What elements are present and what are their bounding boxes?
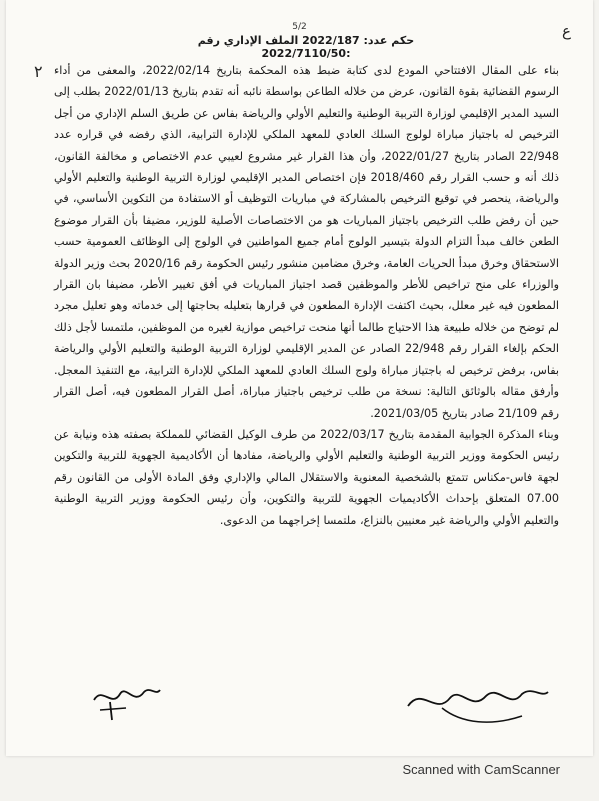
initials-signature (90, 678, 164, 722)
side-handwritten-mark: ۲ (34, 62, 43, 81)
scanner-watermark: Scanned with CamScanner (402, 762, 560, 777)
paragraph-petition: بناء على المقال الافتتاحي المودع لدى كتابة ضبط هذه المحكمة بتاريخ 2022/02/14، والمعفى من أداء الرسوم القضائية بقوة القانون، عرض من خلاله الطاعن بواسطة نائبه أنه تقدم بتاريخ 2022/01/13 بطلب إلى السيد المدير الإقليمي لوزارة التربية الوطنية والتعليم الأولي والرياضة بفاس عن طريق السلم الإداري من أجل الترخيص له باجتياز مباراة لولوج السلك العادي للمعهد الملكي للإدارة الترابية، الذي رفضه في قراره عدد 22/948 الصادر بتاريخ 2022/01/27، وأن هذا القرار غير مشروع لعيبي عدم الاختصاص و مخالفة القانون، ذلك أنه و حسب القرار رقم 2018/460 فإن اختصاص المدير الإقليمي لوزارة التربية الوطنية والتعليم الأولي والرياضة، ينحصر في توقيع الترخيص بالمشاركة في مباريات التوظيف أو الاستفادة من التكوين الأساسي، في حين أن رفض طلب الترخيص باجتياز المباريات هو من الاختصاصات الأصلية للوزير، مضيفا بأن القرار موضوع الطعن خالف مبدأ التزام الدولة بتيسير الولوج أمام جميع المواطنين في الولوج إلى الوظائف العمومية حسب الاستحقاق وخرق مبدأ الحريات العامة، وخرق مضامين منشور رئيس الحكومة رقم 2020/16 بحث وزير الدولة والوزراء على منح تراخيص للأطر والموظفين قصد اجتياز المباريات في أفق تغيير الأطر، مضيفا بان القرار المطعون فيه غير معلل، بحيث اكتفت الإدارة المطعون في قرارها بتعليله بحاجتها إلى خدماته وهو تعليل مجرد لم توضح من خلاله طبيعة هذا الاحتياج طالما أنها منحت تراخيص موازية لغيره من الموظفين، ملتمسا لأجل ذلك الحكم بإلغاء القرار رقم 22/948 الصادر عن المدير الإقليمي لوزارة التربية الوطنية والتعليم الأولي والرياضة بفاس، برفض ترخيص له باجتياز مباراة ولوج السلك العادي للمعهد الملكي للإدارة الترابية، مع التنفيذ المعجل. وأرفق مقاله بالوثائق التالية: نسخة من طلب ترخيص باجتياز مباراة، أصل القرار المطعون فيه، أصل القرار رقم 21/109 صادر بتاريخ 2021/03/05. (54, 64, 560, 420)
paragraph-response-memo: وبناء المذكرة الجوابية المقدمة بتاريخ 2022/03/17 من طرف الوكيل القضائي للمملكة بصفته هذه ونيابة عن رئيس الحكومة ووزير التربية الوطنية والتعليم الأولي والرياضة، مفادها أن الأكاديمية الجهوية للتربية والتكوين لجهة فاس-مكناس تتمتع بالشخصية المعنوية والاستقلال المالي والإداري وفق المادة الأولى من القانون رقم 07.00 المتعلق بإحداث الأكاديميات الجهوية للتربية والتكوين، وأن رئيس الحكومة ووزير التربية الوطنية والتعليم الأولي والرياضة غير معنيين بالنزاع، ملتمسا إخراجهما من الدعوى. (54, 427, 559, 527)
case-header: حكم عدد: 2022/187 الملف الإداري رقم :2022/7110/50 (197, 34, 415, 60)
document-page (6, 0, 593, 756)
corner-handwritten-mark: ع (562, 22, 571, 40)
judge-signature (402, 676, 552, 730)
document-body (54, 60, 559, 531)
page-number: 5/2 (292, 22, 307, 32)
